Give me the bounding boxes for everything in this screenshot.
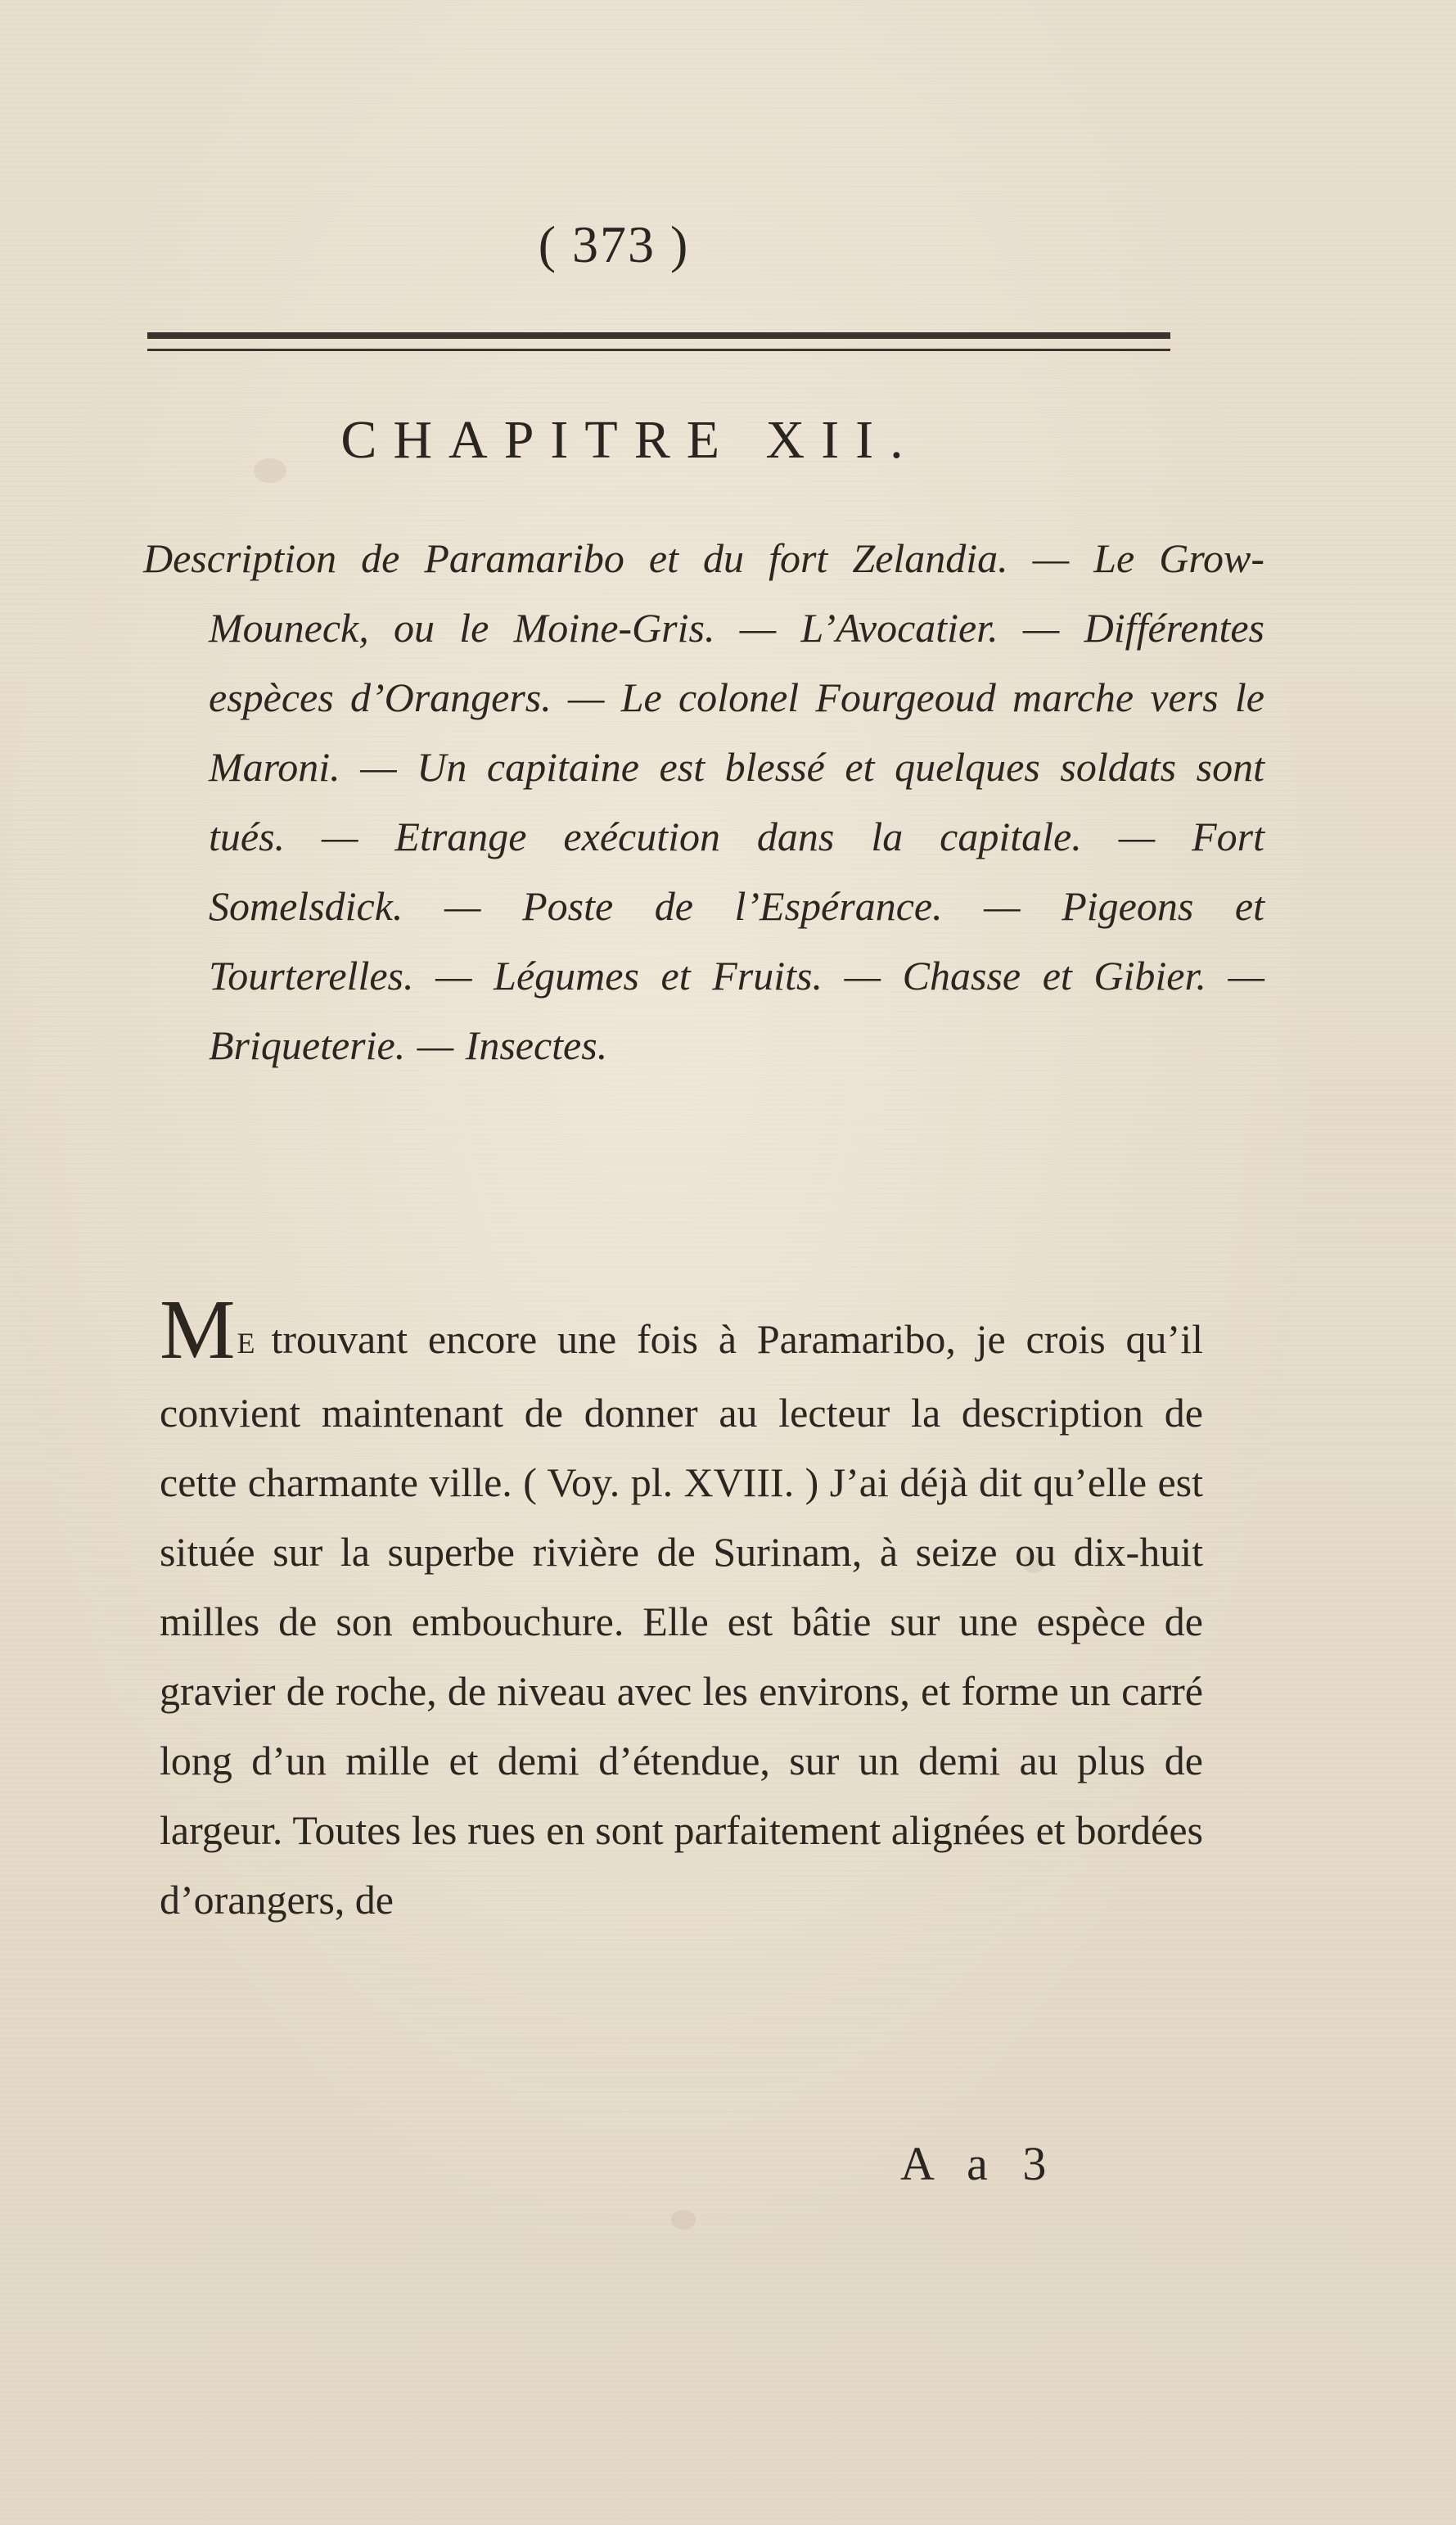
header-rule-thin: [147, 349, 1170, 351]
drop-cap: M: [160, 1283, 236, 1377]
header-rule-thick: [147, 332, 1170, 339]
foxing-spot: [671, 2210, 696, 2230]
body-text: trouvant encore une fois à Paramaribo, je crois qu’il convient maintenant de donner au lecteur la description de cette charmante ville. ( Voy. pl. XVIII. ) J’ai déjà dit qu’elle est située sur la superbe rivière de Surinam, à seize ou dix-huit milles de son embouchure. Elle est bâtie sur une espèce de gravier de roche, de niveau avec les environs, et forme un carré long d’un mille et demi d’étendue, sur un demi au plus de largeur. Toutes les rues en sont parfaitement alignées et bordées d’orangers, de: [160, 1316, 1203, 1923]
signature-mark: A a 3: [900, 2137, 1058, 2190]
body-paragraph: [160, 1283, 1203, 1935]
small-cap: E: [237, 1327, 259, 1359]
chapter-title: CHAPITRE XII.: [340, 410, 920, 470]
page-number: ( 373 ): [538, 215, 690, 273]
chapter-summary: Description de Paramaribo et du fort Zelandia. — Le Grow-Mouneck, ou le Moine-Gris. — L’Avocatier. — Différentes espèces d’Orangers. — Le colonel Fourgeoud marche vers le Maroni. — Un capitaine est blessé et quelques soldats sont tués. — Etrange exécution dans la capitale. — Fort Somelsdick. — Poste de l’Espérance. — Pigeons et Tourterelles. — Légumes et Fruits. — Chasse et Gibier. — Briqueterie. — Insectes.: [143, 535, 1264, 1068]
